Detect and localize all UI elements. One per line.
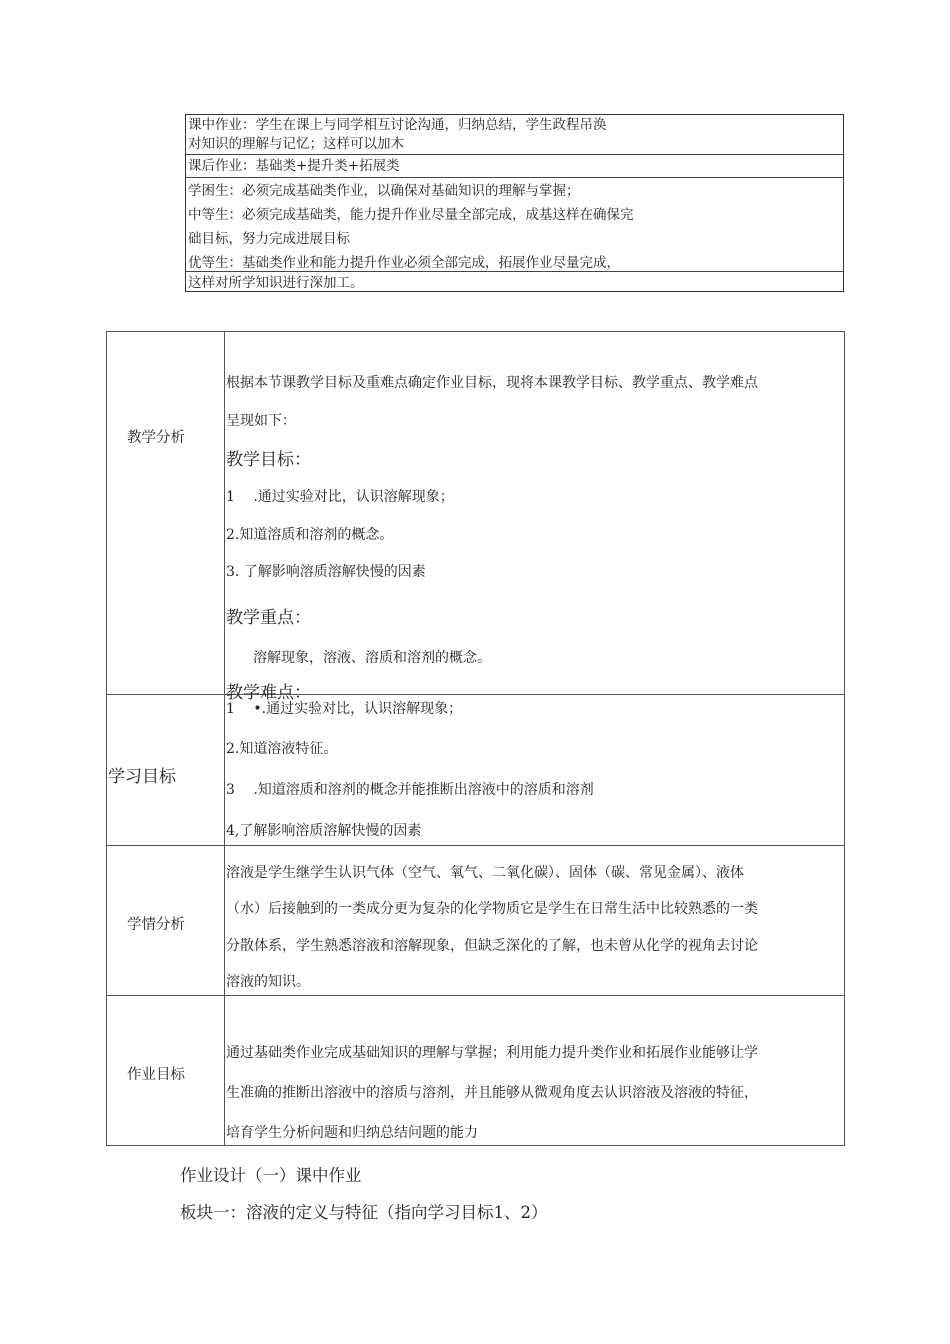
- teaching-key-heading: 教学重点：: [226, 608, 311, 628]
- learning-goals-label: 学习目标: [108, 767, 176, 787]
- divider: [186, 177, 843, 178]
- divider: [186, 154, 843, 155]
- column-divider: [224, 332, 225, 1145]
- learning-goal-2: 2.知道溶液特征。: [226, 741, 338, 757]
- homework-line-4: 学困生：必须完成基础类作业，以确保对基础知识的理解与掌握；: [188, 183, 580, 199]
- row-divider: [107, 845, 844, 846]
- homework-goal-label: 作业目标: [127, 1067, 185, 1083]
- teaching-goals-heading: 教学目标：: [226, 450, 311, 470]
- homework-line-1: 课中作业：学生在课上与同学相互讨论沟通，归纳总结，学生政程吊涣: [188, 117, 607, 133]
- homework-goal-line-3: 培育学生分析问题和归纳总结问题的能力: [226, 1125, 478, 1141]
- homework-line-8: 这样对所学知识进行深加工。: [188, 275, 364, 291]
- learning-goal-1: 1 •.通过实验对比，认识溶解现象；: [226, 701, 463, 717]
- student-analysis-label: 学情分析: [127, 917, 185, 933]
- teaching-goal-1: 1 .通过实验对比，认识溶解现象；: [226, 489, 454, 505]
- learning-goal-3: 3 .知道溶质和溶剂的概念并能推断出溶液中的溶质和溶剂: [226, 782, 594, 798]
- teaching-intro-1: 根据本节课教学目标及重难点确定作业目标，现将本课教学目标、教学重点、教学难点: [226, 375, 758, 391]
- divider: [186, 271, 843, 272]
- student-analysis-line-4: 溶液的知识。: [226, 974, 310, 990]
- teaching-difficulty-heading: 教学难点：: [226, 683, 311, 703]
- block-heading: 板块一：溶液的定义与特征（指向学习目标1、2）: [180, 1203, 548, 1222]
- row-divider: [107, 694, 844, 695]
- teaching-intro-2: 呈现如下：: [226, 413, 296, 429]
- homework-goal-line-1: 通过基础类作业完成基础知识的理解与掌握；利用能力提升类作业和拓展作业能够让学: [226, 1045, 758, 1061]
- section-heading: 作业设计（一）课中作业: [180, 1166, 362, 1185]
- homework-line-6: 础目标，努力完成进展目标: [188, 231, 350, 247]
- learning-goal-4: 4,了解影响溶质溶解快慢的因素: [226, 823, 422, 839]
- homework-goal-line-2: 生准确的推断出溶液中的溶质与溶剂，并且能够从微观角度去认识溶液及溶液的特征，: [226, 1085, 758, 1101]
- student-analysis-line-3: 分散体系，学生熟悉溶液和溶解现象，但缺乏深化的了解，也未曾从化学的视角去讨论: [226, 938, 758, 954]
- teaching-goal-2: 2.知道溶质和溶剂的概念。: [226, 527, 394, 543]
- homework-line-2: 对知识的理解与记忆；这样可以加木: [188, 136, 404, 152]
- teaching-key-text: 溶解现象，溶液、溶质和溶剂的概念。: [253, 650, 491, 666]
- homework-line-3: 课后作业：基础类+提升类+拓展类: [188, 158, 400, 174]
- row-divider: [107, 995, 844, 996]
- homework-line-7: 优等生：基础类作业和能力提升作业必须全部完成，拓展作业尽量完成，: [188, 255, 620, 271]
- student-analysis-line-2: （水）后接触到的一类成分更为复杂的化学物质它是学生在日常生活中比较熟悉的一类: [226, 901, 758, 917]
- student-analysis-line-1: 溶液是学生继学生认识气体（空气、氧气、二氧化碳）、固体（碳、常见金属）、液体: [226, 865, 744, 881]
- lesson-table: [106, 331, 845, 1146]
- homework-plan-box: [185, 114, 844, 292]
- teaching-goal-3: 3. 了解影响溶质溶解快慢的因素: [226, 564, 426, 580]
- homework-line-5: 中等生：必须完成基础类，能力提升作业尽量全部完成，成基这样在确保完: [188, 207, 634, 223]
- teaching-analysis-label: 教学分析: [127, 430, 185, 446]
